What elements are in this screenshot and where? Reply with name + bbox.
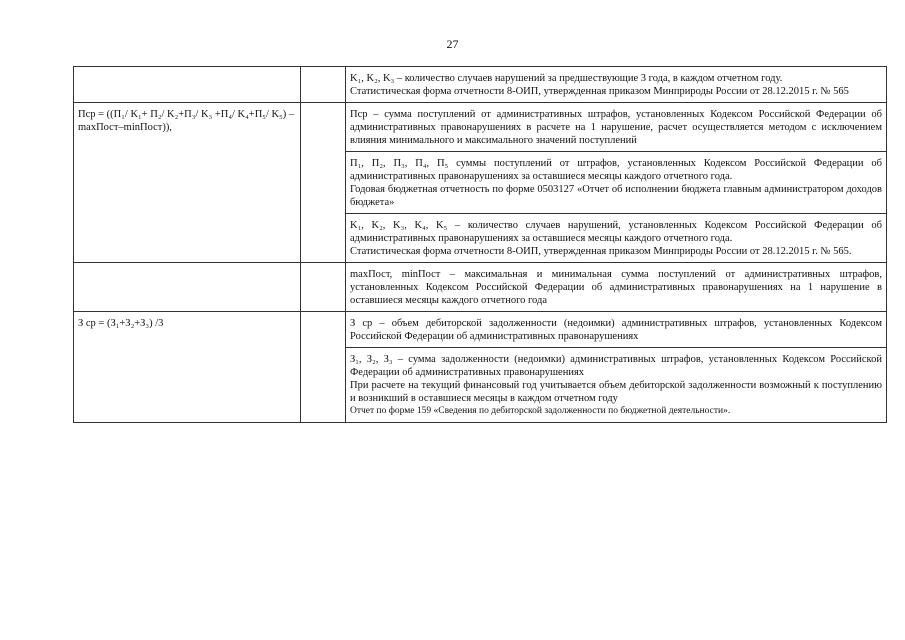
description-source: Отчет по форме 159 «Сведения по дебиторской задолженности по бюджетной деятельности». — [350, 406, 731, 416]
description-cell — [346, 348, 887, 423]
description-source: Статистическая форма отчетности 8-ОИП, утвержденная приказом Минприроды России от 28.12.2015 г. № 565 — [350, 86, 849, 97]
description-text: K₁, K₂, K₃ – количество случаев нарушений за предшествующие 3 года, в каждом отчетном году. — [350, 73, 783, 84]
table-row — [74, 312, 887, 348]
description-text: maxПост, minПост – максимальная и минимальная сумма поступлений от административных штрафов, установленных Кодексом Российской Федерации об административных правонарушениях на 1 нарушение в оставшиеся месяцы каждого отчетного года — [350, 269, 882, 306]
empty-cell — [301, 312, 346, 423]
description-cell — [346, 263, 887, 312]
description-cell — [346, 152, 887, 214]
indicator-table — [73, 66, 887, 423]
formula-cell: З ср = (З₁+З₂+З₃) /3 — [74, 312, 301, 423]
description-note: При расчете на текущий финансовый год учитывается объем дебиторской задолженности возможный к поступлению и возникший в оставшиеся месяцы в каждом отчетном году — [350, 380, 882, 404]
description-text: П₁, П₂, П₃, П₄, П₅ суммы поступлений от штрафов, установленных Кодексом Российской Федерации об административных правонарушениях за оставшиеся месяцы каждого отчетного года. — [350, 158, 882, 182]
description-text: З ср – объем дебиторской задолженности (недоимки) административных штрафов, установленных Кодексом Российской Федерации об административных правонарушениях — [350, 318, 882, 342]
empty-cell — [301, 67, 346, 103]
formula-cell: Пср = ((П₁/ K₁+ П₂/ K₂+П₃/ K₃ +П₄/ K₄+П₅/ K₅) – maxПост–minПост)), — [74, 103, 301, 263]
page-number: 27 — [446, 37, 459, 51]
description-text: З₁, З₂, З₃ – сумма задолженности (недоимки) административных штрафов, установленных Кодексом Российской Федерации об административных правонарушениях — [350, 354, 882, 378]
description-text: Пср – сумма поступлений от административных штрафов, установленных Кодексом Российской Федерации об административных правонарушениях в расчете на 1 нарушение, расчет осуществляется методом с исключением влияния минимального и максимального значений поступлений — [350, 109, 882, 146]
table-row — [74, 67, 887, 103]
table-row — [74, 103, 887, 152]
empty-cell — [301, 103, 346, 263]
formula-cell — [74, 263, 301, 312]
description-cell — [346, 67, 887, 103]
description-source: Статистическая форма отчетности 8-ОИП, утвержденная приказом Минприроды России от 28.12.2015 г. № 565. — [350, 246, 852, 257]
empty-cell — [301, 263, 346, 312]
description-cell — [346, 312, 887, 348]
description-text: K₁, K₂, K₃, K₄, K₅ – количество случаев нарушений, установленных Кодексом Российской Федерации об административных правонарушениях за оставшиеся месяцы каждого отчетного года. — [350, 220, 882, 244]
description-cell — [346, 214, 887, 263]
description-cell — [346, 103, 887, 152]
description-source: Годовая бюджетная отчетность по форме 0503127 «Отчет об исполнении бюджета главным администратором доходов бюджета» — [350, 184, 882, 208]
formula-cell — [74, 67, 301, 103]
table-row — [74, 263, 887, 312]
